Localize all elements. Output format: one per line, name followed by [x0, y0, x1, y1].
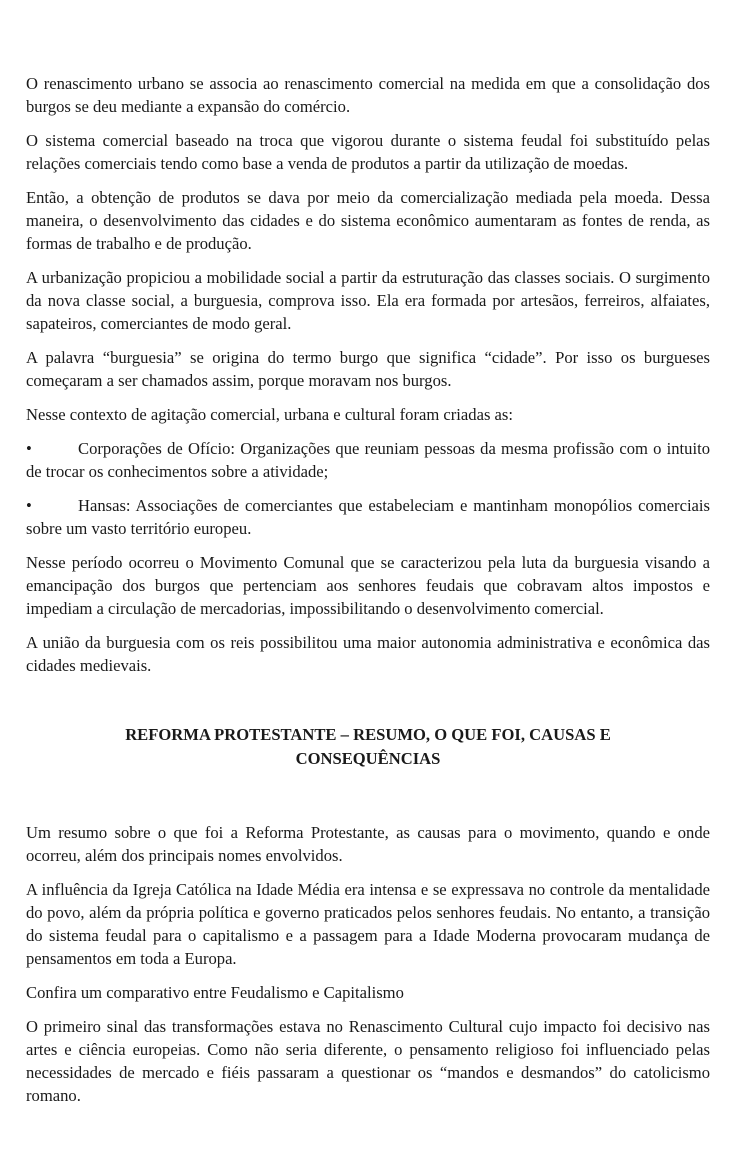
paragraph: A urbanização propiciou a mobilidade social a partir da estruturação das classes sociais. O surgimento da nova classe social, a burguesia, comprova isso. Ela era formada por artesãos, ferreiros, alfaiates, sapateiros, comerciantes de modo geral. [26, 268, 710, 333]
section-heading: REFORMA PROTESTANTE – RESUMO, O QUE FOI, CAUSAS E CONSEQUÊNCIAS [125, 725, 611, 768]
paragraph: O sistema comercial baseado na troca que vigorou durante o sistema feudal foi substituído pelas relações comerciais tendo como base a venda de produtos a partir da utilização de moedas. [26, 131, 710, 173]
paragraph: Nesse período ocorreu o Movimento Comunal que se caracterizou pela luta da burguesia visando a emancipação dos burgos que pertenciam aos senhores feudais que cobravam altos impostos e impediam a circulação de mercadorias, impossibilitando o desenvolvimento comercial. [26, 553, 710, 618]
document-page [26, 72, 710, 1107]
bullet-item [26, 494, 710, 540]
paragraph: Um resumo sobre o que foi a Reforma Protestante, as causas para o movimento, quando e onde ocorreu, além dos principais nomes envolvidos. [26, 823, 710, 865]
bullet-text: Corporações de Ofício: Organizações que reuniam pessoas da mesma profissão com o intuito de trocar os conhecimentos sobre a atividade; [26, 439, 710, 481]
paragraph: O renascimento urbano se associa ao renascimento comercial na medida em que a consolidação dos burgos se deu mediante a expansão do comércio. [26, 74, 710, 116]
paragraph: Confira um comparativo entre Feudalismo e Capitalismo [26, 983, 404, 1002]
bullet-text: Hansas: Associações de comerciantes que estabeleciam e mantinham monopólios comerciais sobre um vasto território europeu. [26, 496, 710, 538]
paragraph: A influência da Igreja Católica na Idade Média era intensa e se expressava no controle da mentalidade do povo, além da própria política e governo praticados pelos senhores feudais. No entanto, a transição do sistema feudal para o capitalismo e a passagem para a Idade Moderna provocaram mudança de pensamentos em toda a Europa. [26, 880, 710, 968]
paragraph: A palavra “burguesia” se origina do termo burgo que significa “cidade”. Por isso os burgueses começaram a ser chamados assim, porque moravam nos burgos. [26, 348, 710, 390]
bullet-marker: • [26, 496, 32, 515]
bullet-item [26, 437, 710, 483]
paragraph: A união da burguesia com os reis possibilitou uma maior autonomia administrativa e econômica das cidades medievais. [26, 633, 710, 675]
paragraph: O primeiro sinal das transformações estava no Renascimento Cultural cujo impacto foi decisivo nas artes e ciência europeias. Como não seria diferente, o pensamento religioso foi influenciado pelas necessidades de mercado e fiéis passaram a questionar os “mandos e desmandos” do catolicismo romano. [26, 1017, 710, 1105]
paragraph: Então, a obtenção de produtos se dava por meio da comercialização mediada pela moeda. Dessa maneira, o desenvolvimento das cidades e do sistema econômico aumentaram as fontes de renda, as formas de trabalho e de produção. [26, 188, 710, 253]
bullet-marker: • [26, 439, 32, 458]
paragraph: Nesse contexto de agitação comercial, urbana e cultural foram criadas as: [26, 405, 513, 424]
